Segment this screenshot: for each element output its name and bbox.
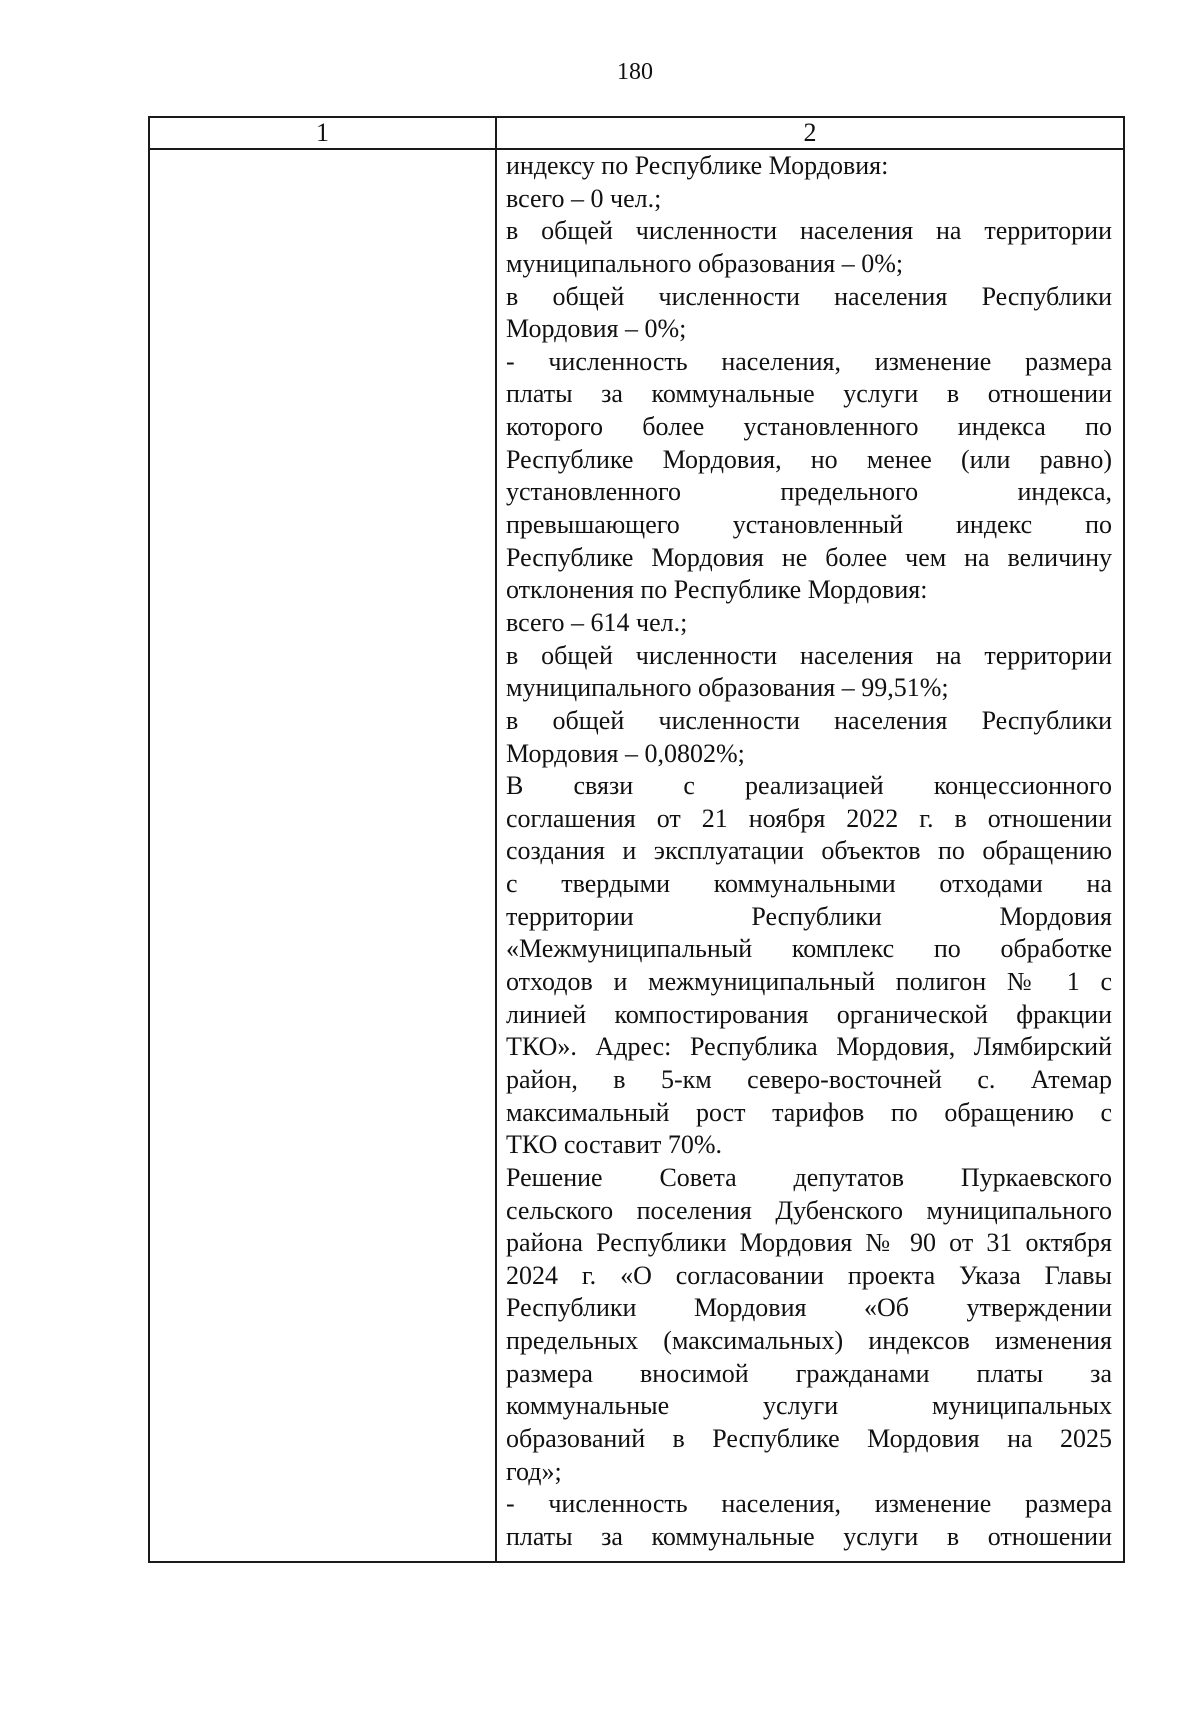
text-line: размера вносимой гражданами платы за (506, 1358, 1112, 1388)
column-2-content (506, 150, 1112, 1560)
text-line: максимальный рост тарифов по обращению с (506, 1097, 1112, 1127)
text-line: с твердыми коммунальными отходами на (506, 869, 1112, 899)
text-line: в общей численности населения на территории (506, 640, 1112, 670)
text-line: установленного предельного индекса, (506, 477, 1112, 507)
text-line: отходов и межмуниципальный полигон № 1 с (506, 967, 1112, 997)
text-line: Республики Мордовия «Об утверждении (506, 1293, 1112, 1323)
document-table (148, 116, 1125, 1563)
text-line: в общей численности населения Республики (506, 281, 1112, 311)
page-number: 180 (617, 59, 653, 85)
text-line: платы за коммунальные услуги в отношении (506, 379, 1112, 409)
text-line: Республике Мордовия не более чем на величину (506, 542, 1112, 572)
text-line: соглашения от 21 ноября 2022 г. в отношении (506, 803, 1112, 833)
text-line: отклонения по Республике Мордовия: (506, 575, 928, 605)
column-2-header: 2 (803, 118, 817, 147)
text-line: Мордовия – 0%; (506, 314, 687, 344)
text-line: всего – 0 чел.; (506, 183, 662, 213)
text-line: сельского поселения Дубенского муниципального (506, 1195, 1112, 1225)
text-line: - численность населения, изменение размера (506, 1489, 1112, 1519)
text-line: превышающего установленный индекс по (506, 510, 1112, 540)
text-line: линией компостирования органической фракции (506, 999, 1112, 1029)
text-line: всего – 614 чел.; (506, 607, 688, 637)
text-line: район, в 5-км северо-восточней с. Атемар (506, 1064, 1112, 1094)
text-line: района Республики Мордовия № 90 от 31 октября (506, 1228, 1112, 1258)
text-line: территории Республики Мордовия (506, 901, 1112, 931)
text-line: Решение Совета депутатов Пуркаевского (506, 1162, 1112, 1192)
text-line: предельных (максимальных) индексов изменения (506, 1326, 1112, 1356)
text-line: индексу по Республике Мордовия: (506, 151, 889, 180)
text-line: создания и эксплуатации объектов по обращению (506, 836, 1112, 866)
text-line: Республике Мордовия, но менее (или равно) (506, 444, 1112, 474)
text-line: в общей численности населения Республики (506, 705, 1112, 735)
text-line: которого более установленного индекса по (506, 412, 1112, 442)
text-line: в общей численности населения на территории (506, 216, 1112, 246)
text-line: «Межмуниципальный комплекс по обработке (506, 934, 1112, 964)
text-line: - численность населения, изменение размера (506, 346, 1112, 376)
text-line: год»; (506, 1456, 562, 1486)
text-line: муниципального образования – 0%; (506, 248, 904, 278)
text-line: В связи с реализацией концессионного (506, 771, 1112, 801)
text-line: 2024 г. «О согласовании проекта Указа Главы (506, 1260, 1112, 1290)
text-line: муниципального образования – 99,51%; (506, 673, 949, 703)
text-line: коммунальные услуги муниципальных (506, 1391, 1112, 1421)
text-line: платы за коммунальные услуги в отношении (506, 1521, 1112, 1551)
text-line: Мордовия – 0,0802%; (506, 738, 745, 768)
text-line: ТКО составит 70%. (506, 1130, 723, 1160)
text-line: образований в Республике Мордовия на 2025 (506, 1423, 1112, 1453)
table-header-row (150, 118, 1123, 150)
column-1-header: 1 (316, 118, 329, 147)
text-line: ТКО». Адрес: Республика Мордовия, Лямбирский (506, 1032, 1112, 1062)
column-divider (495, 118, 497, 1561)
